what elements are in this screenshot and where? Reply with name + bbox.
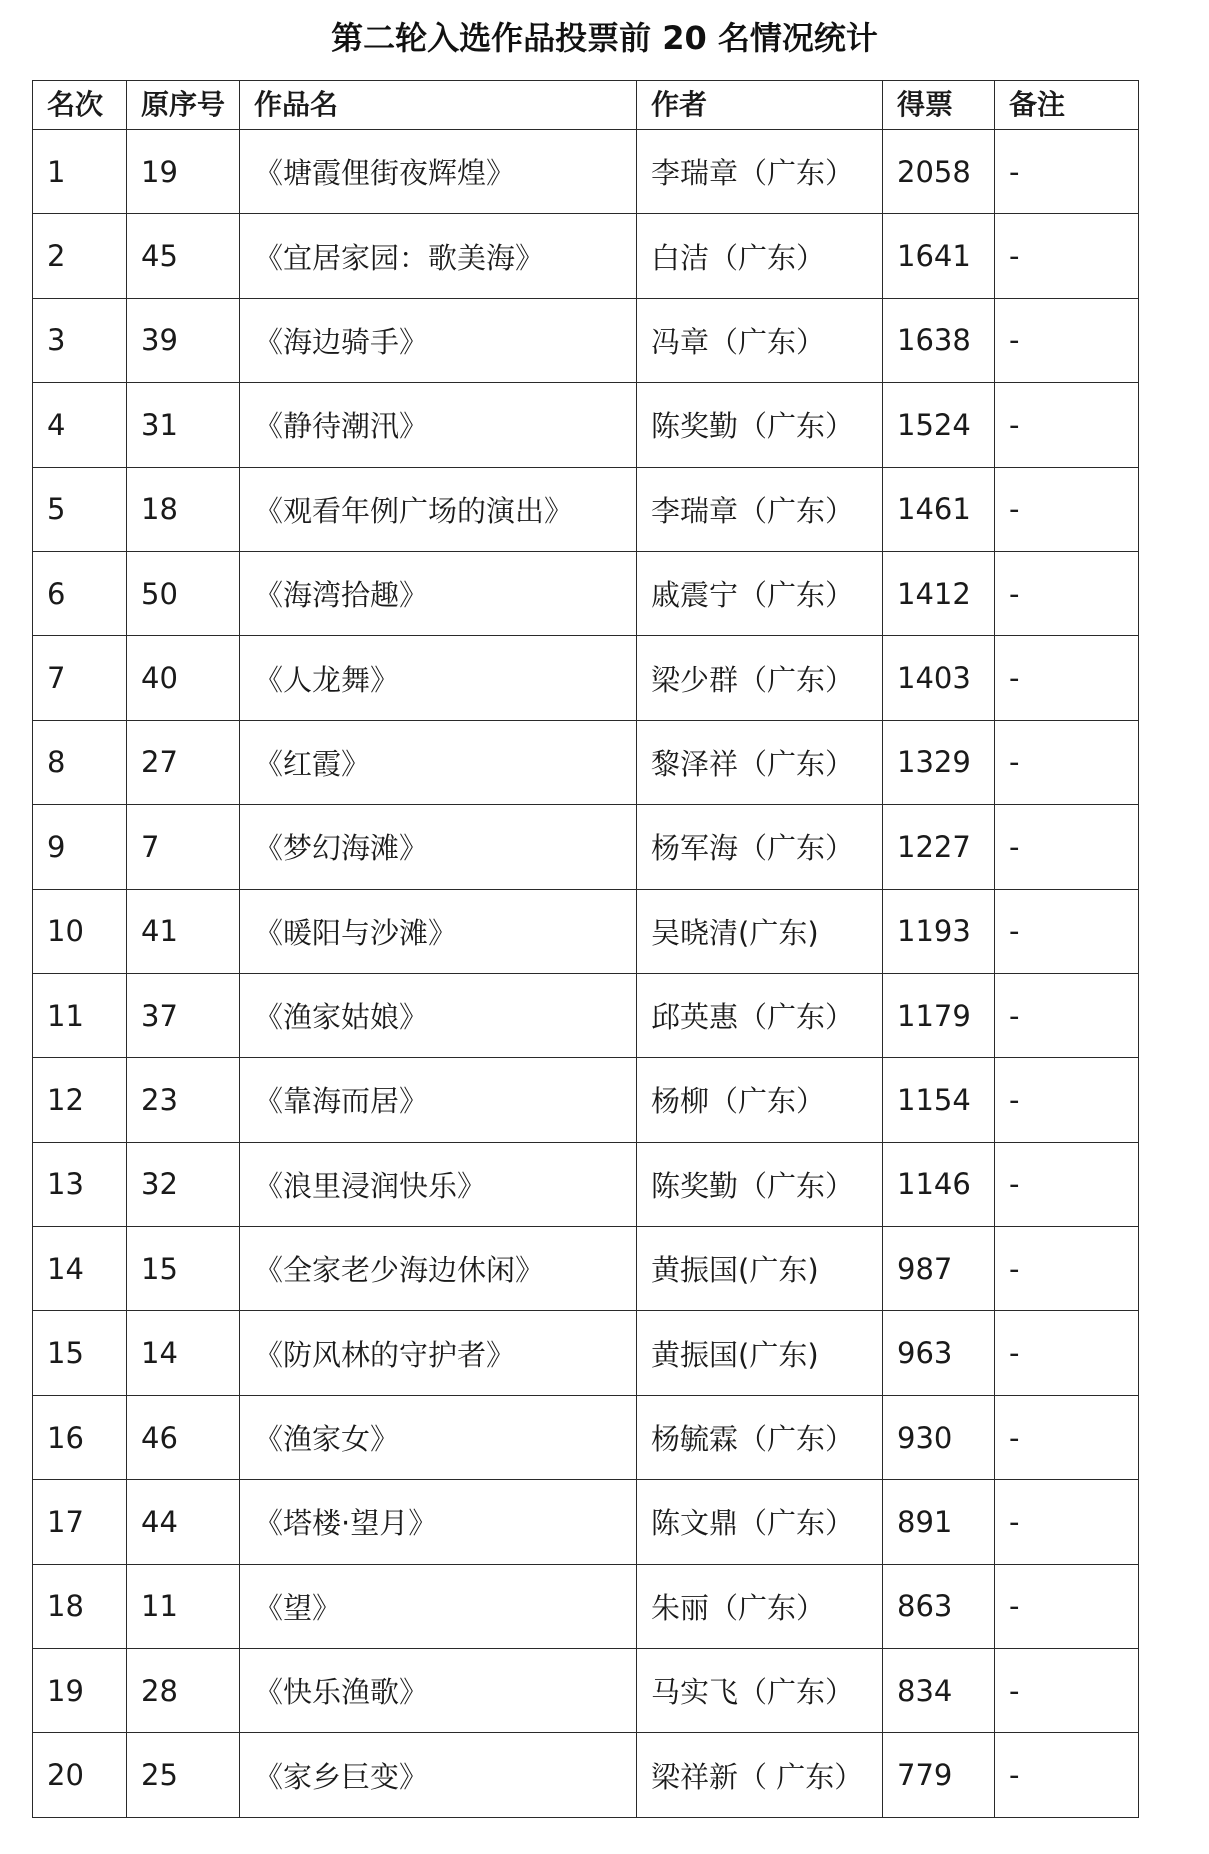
- cell-votes: 1461: [883, 467, 995, 551]
- cell-note: -: [995, 1649, 1139, 1733]
- cell-rank: 8: [33, 720, 127, 804]
- table-row: [33, 467, 1139, 551]
- table-row: [33, 973, 1139, 1057]
- cell-author: 李瑞章（广东）: [637, 467, 883, 551]
- cell-author: 陈文鼎（广东）: [637, 1480, 883, 1564]
- cell-rank: 4: [33, 383, 127, 467]
- cell-seq: 44: [127, 1480, 240, 1564]
- cell-note: -: [995, 1480, 1139, 1564]
- cell-seq: 18: [127, 467, 240, 551]
- header-work: 作品名: [240, 81, 637, 130]
- cell-author: 黄振国(广东): [637, 1311, 883, 1395]
- cell-note: -: [995, 1227, 1139, 1311]
- cell-votes: 1146: [883, 1142, 995, 1226]
- cell-seq: 25: [127, 1733, 240, 1817]
- cell-work: 《防风林的守护者》: [240, 1311, 637, 1395]
- table-row: [33, 1649, 1139, 1733]
- header-rank: 名次: [33, 81, 127, 130]
- cell-votes: 1403: [883, 636, 995, 720]
- cell-work: 《观看年例广场的演出》: [240, 467, 637, 551]
- cell-work: 《静待潮汛》: [240, 383, 637, 467]
- cell-seq: 14: [127, 1311, 240, 1395]
- cell-author: 邱英惠（广东）: [637, 973, 883, 1057]
- cell-work: 《快乐渔歌》: [240, 1649, 637, 1733]
- cell-author: 戚震宁（广东）: [637, 551, 883, 635]
- cell-votes: 779: [883, 1733, 995, 1817]
- table-row: [33, 1227, 1139, 1311]
- table-row: [33, 720, 1139, 804]
- table-row: [33, 889, 1139, 973]
- cell-seq: 40: [127, 636, 240, 720]
- table-row: [33, 1058, 1139, 1142]
- cell-rank: 13: [33, 1142, 127, 1226]
- header-note: 备注: [995, 81, 1139, 130]
- cell-votes: 930: [883, 1395, 995, 1479]
- cell-work: 《宜居家园：歌美海》: [240, 214, 637, 298]
- cell-note: -: [995, 383, 1139, 467]
- cell-note: -: [995, 720, 1139, 804]
- cell-work: 《人龙舞》: [240, 636, 637, 720]
- cell-author: 黎泽祥（广东）: [637, 720, 883, 804]
- cell-note: -: [995, 1058, 1139, 1142]
- cell-votes: 1638: [883, 298, 995, 382]
- cell-author: 冯章（广东）: [637, 298, 883, 382]
- cell-note: -: [995, 467, 1139, 551]
- cell-votes: 1412: [883, 551, 995, 635]
- vote-statistics-table: [32, 80, 1139, 1818]
- cell-work: 《梦幻海滩》: [240, 805, 637, 889]
- document-title: 第二轮入选作品投票前 20 名情况统计: [331, 19, 878, 57]
- cell-author: 李瑞章（广东）: [637, 130, 883, 214]
- cell-author: 黄振国(广东): [637, 1227, 883, 1311]
- cell-work: 《渔家女》: [240, 1395, 637, 1479]
- cell-rank: 12: [33, 1058, 127, 1142]
- header-author: 作者: [637, 81, 883, 130]
- cell-work: 《渔家姑娘》: [240, 973, 637, 1057]
- cell-rank: 6: [33, 551, 127, 635]
- cell-author: 陈奖勤（广东）: [637, 383, 883, 467]
- cell-votes: 963: [883, 1311, 995, 1395]
- cell-seq: 45: [127, 214, 240, 298]
- cell-note: -: [995, 1733, 1139, 1817]
- cell-seq: 27: [127, 720, 240, 804]
- table-row: [33, 1480, 1139, 1564]
- header-votes: 得票: [883, 81, 995, 130]
- cell-note: -: [995, 973, 1139, 1057]
- table-row: [33, 1142, 1139, 1226]
- cell-seq: 11: [127, 1564, 240, 1648]
- cell-note: -: [995, 1395, 1139, 1479]
- cell-seq: 37: [127, 973, 240, 1057]
- cell-note: -: [995, 889, 1139, 973]
- cell-seq: 41: [127, 889, 240, 973]
- cell-votes: 891: [883, 1480, 995, 1564]
- header-seq: 原序号: [127, 81, 240, 130]
- cell-rank: 16: [33, 1395, 127, 1479]
- table-header-row: [33, 81, 1139, 130]
- cell-votes: 1179: [883, 973, 995, 1057]
- cell-note: -: [995, 1142, 1139, 1226]
- cell-seq: 7: [127, 805, 240, 889]
- cell-rank: 7: [33, 636, 127, 720]
- cell-note: -: [995, 636, 1139, 720]
- cell-note: -: [995, 130, 1139, 214]
- cell-votes: 863: [883, 1564, 995, 1648]
- table-row: [33, 298, 1139, 382]
- cell-note: -: [995, 805, 1139, 889]
- cell-author: 吴晓清(广东): [637, 889, 883, 973]
- cell-rank: 18: [33, 1564, 127, 1648]
- table-row: [33, 551, 1139, 635]
- cell-votes: 1329: [883, 720, 995, 804]
- table-row: [33, 636, 1139, 720]
- cell-work: 《家乡巨变》: [240, 1733, 637, 1817]
- cell-author: 马实飞（广东）: [637, 1649, 883, 1733]
- cell-seq: 15: [127, 1227, 240, 1311]
- cell-seq: 28: [127, 1649, 240, 1733]
- cell-author: 杨军海（广东）: [637, 805, 883, 889]
- table-row: [33, 130, 1139, 214]
- cell-votes: 1193: [883, 889, 995, 973]
- cell-rank: 2: [33, 214, 127, 298]
- cell-author: 白洁（广东）: [637, 214, 883, 298]
- cell-work: 《暖阳与沙滩》: [240, 889, 637, 973]
- table-body: [33, 130, 1139, 1818]
- cell-author: 杨柳（广东）: [637, 1058, 883, 1142]
- cell-author: 梁少群（广东）: [637, 636, 883, 720]
- cell-work: 《望》: [240, 1564, 637, 1648]
- cell-author: 朱丽（广东）: [637, 1564, 883, 1648]
- cell-note: -: [995, 214, 1139, 298]
- cell-author: 梁祥新（ 广东）: [637, 1733, 883, 1817]
- cell-work: 《浪里浸润快乐》: [240, 1142, 637, 1226]
- table-row: [33, 1564, 1139, 1648]
- cell-seq: 50: [127, 551, 240, 635]
- table-row: [33, 214, 1139, 298]
- cell-note: -: [995, 1311, 1139, 1395]
- cell-rank: 15: [33, 1311, 127, 1395]
- cell-work: 《靠海而居》: [240, 1058, 637, 1142]
- cell-votes: 1641: [883, 214, 995, 298]
- table-row: [33, 1311, 1139, 1395]
- cell-work: 《海湾拾趣》: [240, 551, 637, 635]
- cell-note: -: [995, 551, 1139, 635]
- cell-seq: 23: [127, 1058, 240, 1142]
- cell-author: 杨毓霖（广东）: [637, 1395, 883, 1479]
- cell-rank: 19: [33, 1649, 127, 1733]
- cell-author: 陈奖勤（广东）: [637, 1142, 883, 1226]
- cell-rank: 17: [33, 1480, 127, 1564]
- cell-votes: 987: [883, 1227, 995, 1311]
- cell-rank: 5: [33, 467, 127, 551]
- cell-rank: 20: [33, 1733, 127, 1817]
- cell-votes: 1154: [883, 1058, 995, 1142]
- cell-note: -: [995, 298, 1139, 382]
- table-row: [33, 1395, 1139, 1479]
- cell-work: 《塔楼·望月》: [240, 1480, 637, 1564]
- cell-seq: 39: [127, 298, 240, 382]
- cell-rank: 1: [33, 130, 127, 214]
- table-row: [33, 383, 1139, 467]
- cell-note: -: [995, 1564, 1139, 1648]
- cell-work: 《塘霞俚街夜辉煌》: [240, 130, 637, 214]
- cell-seq: 46: [127, 1395, 240, 1479]
- table-row: [33, 1733, 1139, 1817]
- cell-seq: 31: [127, 383, 240, 467]
- table-row: [33, 805, 1139, 889]
- cell-seq: 19: [127, 130, 240, 214]
- cell-votes: 834: [883, 1649, 995, 1733]
- cell-work: 《海边骑手》: [240, 298, 637, 382]
- cell-votes: 2058: [883, 130, 995, 214]
- cell-rank: 3: [33, 298, 127, 382]
- cell-votes: 1227: [883, 805, 995, 889]
- cell-rank: 10: [33, 889, 127, 973]
- cell-votes: 1524: [883, 383, 995, 467]
- cell-rank: 14: [33, 1227, 127, 1311]
- cell-rank: 11: [33, 973, 127, 1057]
- cell-work: 《红霞》: [240, 720, 637, 804]
- cell-seq: 32: [127, 1142, 240, 1226]
- cell-rank: 9: [33, 805, 127, 889]
- cell-work: 《全家老少海边休闲》: [240, 1227, 637, 1311]
